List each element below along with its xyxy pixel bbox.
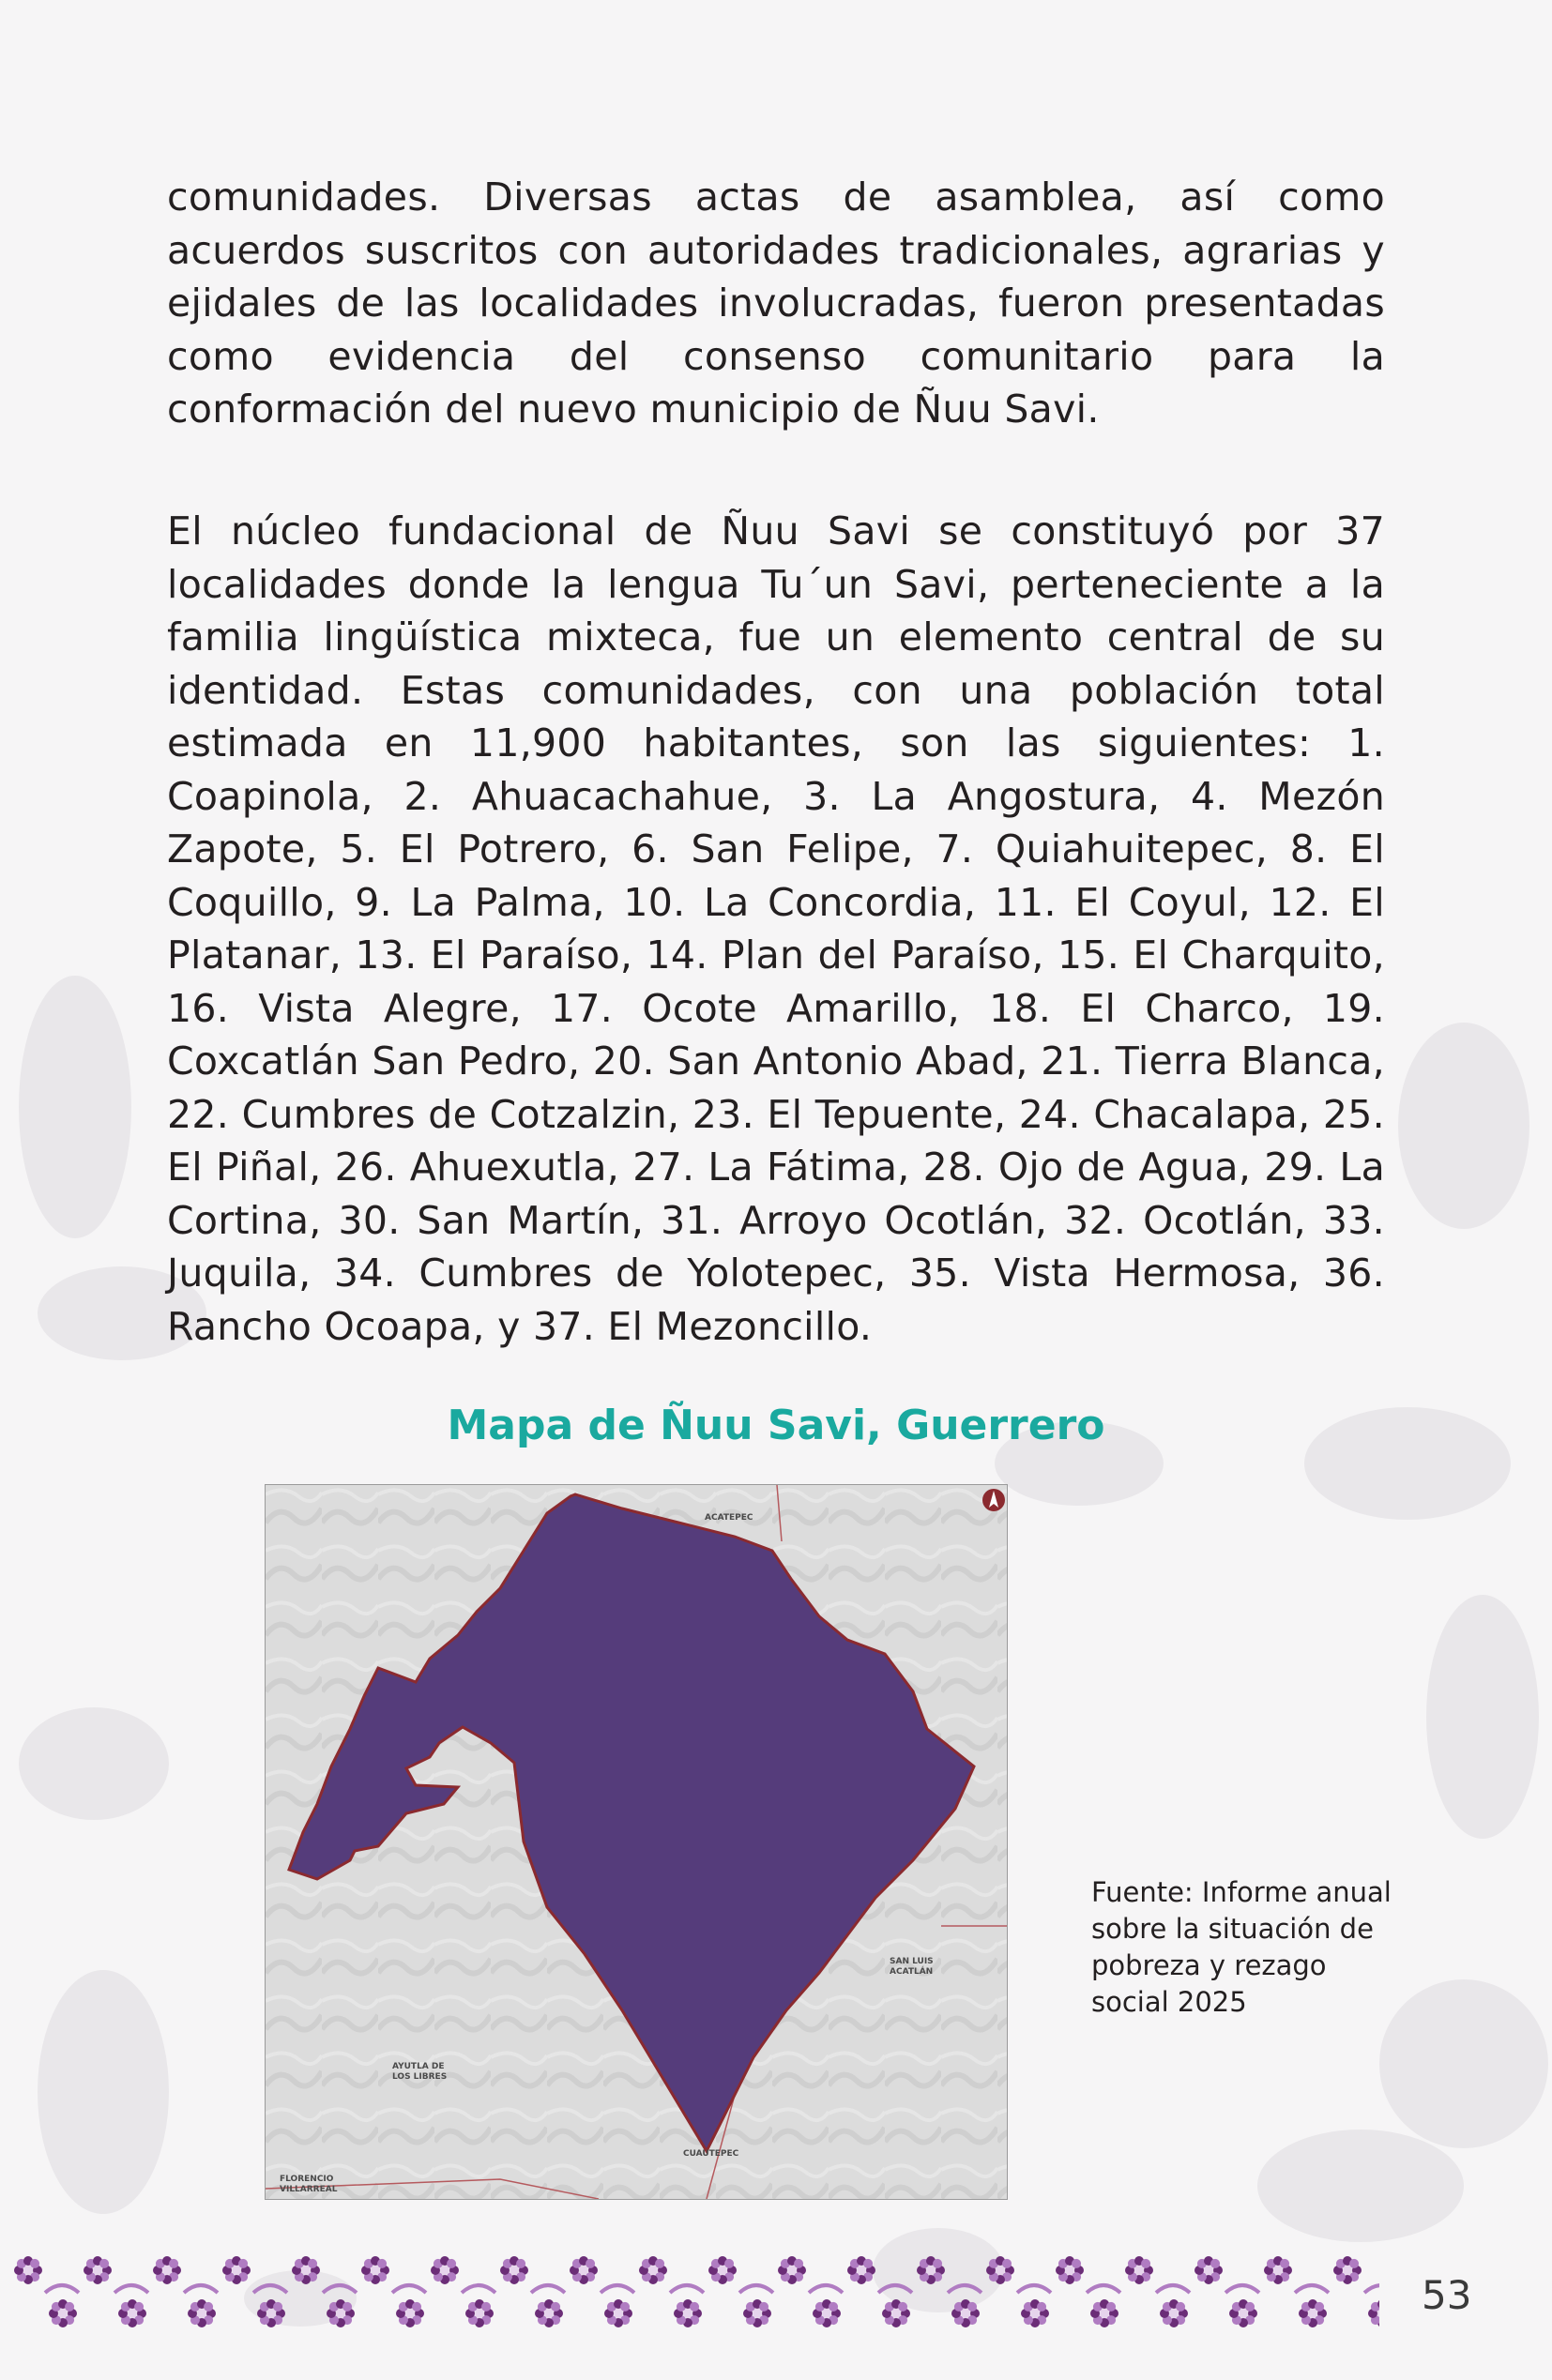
flower-motif xyxy=(1090,2299,1118,2327)
flower-motif xyxy=(431,2256,459,2284)
vine-motif xyxy=(1364,2285,1379,2293)
flower-motif xyxy=(882,2299,910,2327)
flower-motif xyxy=(1194,2256,1223,2284)
vine-motif xyxy=(114,2285,148,2293)
paragraph-2: El núcleo fundacional de Ñuu Savi se constituyó por 37 localidades donde la lengua Tu´un Savi, perteneciente a la familia lingüística mixteca, fue un elemento central de su identidad. Estas comunidades, con una población total estimada en 11,900 habitantes, son las siguientes: 1. Coapinola, 2. Ahuacachahue, 3. La Angostura, 4. Mezón Zapote, 5. El Potrero, 6. San Felipe, 7. Quiahuitepec, 8. El Coquillo, 9. La Palma, 10. La Concordia, 11. El Coyul, 12. El Platanar, 13. El Paraíso, 14. Plan del Paraíso, 15. El Charquito, 16. Vista Alegre, 17. Ocote Amarillo, 18. El Charco, 19. Coxcatlán San Pedro, 20. San Antonio Abad, 21. Tierra Blanca, 22. Cumbres de Cotzalzin, 23. El Tepuente, 24. Chacalapa, 25. El Piñal, 26. Ahuexutla, 27. La Fátima, 28. Ojo de Agua, 29. La Cortina, 30. San Martín, 31. Arroyo Ocotlán, 32. Ocotlán, 33. Juquila, 34. Cumbres de Yolotepec, 35. Vista Hermosa, 36. Rancho Ocoapa, y 37. El Mezoncillo. xyxy=(167,508,1385,1349)
flower-motif xyxy=(1125,2256,1153,2284)
flower-motif xyxy=(361,2256,389,2284)
flower-motif xyxy=(1333,2256,1362,2284)
flower-motif xyxy=(1299,2299,1327,2327)
vine-motif xyxy=(739,2285,773,2293)
label-acatepec: ACATEPEC xyxy=(705,1513,753,1523)
embroidery-border xyxy=(0,2250,1379,2336)
vine-motif xyxy=(1225,2285,1259,2293)
vine-motif xyxy=(392,2285,426,2293)
flower-motif xyxy=(292,2256,320,2284)
label-ayutla xyxy=(392,2062,447,2083)
vine-motif xyxy=(462,2285,495,2293)
vine-motif xyxy=(948,2285,981,2293)
flower-motif xyxy=(14,2256,42,2284)
vine-motif xyxy=(1017,2285,1051,2293)
flower-motif xyxy=(188,2299,216,2327)
flower-motif xyxy=(500,2256,528,2284)
flower-motif xyxy=(118,2299,146,2327)
flower-motif xyxy=(1229,2299,1257,2327)
label-florencio-line-2: VILLARREAL xyxy=(280,2185,338,2194)
vine-motif xyxy=(878,2285,912,2293)
vine-motif xyxy=(670,2285,704,2293)
vine-motif xyxy=(1156,2285,1190,2293)
vine-motif xyxy=(1087,2285,1120,2293)
flower-motif xyxy=(1264,2256,1292,2284)
label-florencio-villarreal xyxy=(280,2175,337,2195)
flower-motif xyxy=(917,2256,945,2284)
vine-motif xyxy=(253,2285,287,2293)
page-number: 53 xyxy=(1422,2272,1472,2318)
map-title: Mapa de Ñuu Savi, Guerrero xyxy=(447,1402,1105,1449)
vine-motif xyxy=(531,2285,565,2293)
vine-motif xyxy=(1295,2285,1329,2293)
flower-motif xyxy=(986,2256,1014,2284)
flower-motif xyxy=(465,2299,494,2327)
paragraph-1: comunidades. Diversas actas de asamblea, así como acuerdos suscritos con autoridades tradicionales, agrarias y ejidales de las localidades involucradas, fueron presentadas como evidencia del consenso comunitario para la conformación del nuevo municipio de Ñuu Savi. xyxy=(167,174,1385,432)
label-san-luis-line-2: ACATLÁN xyxy=(890,1967,934,1977)
label-ayutla-line-2: LOS LIBRES xyxy=(392,2072,448,2082)
vine-motif xyxy=(184,2285,218,2293)
flower-motif xyxy=(222,2256,251,2284)
flower-motif xyxy=(708,2256,737,2284)
flower-motif xyxy=(743,2299,771,2327)
flower-motif xyxy=(778,2256,806,2284)
flower-motif xyxy=(1160,2299,1188,2327)
map-source-note: Fuente: Informe anual sobre la situación de pobreza y rezago social 2025 xyxy=(1091,1876,1392,2018)
flower-motif xyxy=(1368,2299,1379,2327)
north-arrow-icon xyxy=(981,1485,1007,1519)
nuu-savi-region xyxy=(266,1485,1007,2199)
label-san-luis-line-1: SAN LUIS xyxy=(890,1957,934,1966)
flower-motif xyxy=(813,2299,841,2327)
flower-motif xyxy=(84,2256,112,2284)
flower-motif xyxy=(49,2299,77,2327)
flower-motif xyxy=(327,2299,355,2327)
vine-motif xyxy=(323,2285,357,2293)
flower-motif xyxy=(396,2299,424,2327)
flower-motif xyxy=(570,2256,598,2284)
flower-motif xyxy=(639,2256,667,2284)
label-ayutla-line-1: AYUTLA DE xyxy=(392,2062,445,2071)
flower-motif xyxy=(153,2256,181,2284)
label-florencio-line-1: FLORENCIO xyxy=(280,2175,334,2184)
flower-motif xyxy=(1021,2299,1049,2327)
vine-motif xyxy=(45,2285,79,2293)
map-figure xyxy=(265,1484,1008,2200)
flower-motif xyxy=(535,2299,563,2327)
label-san-luis-acatlan xyxy=(890,1957,934,1978)
vine-motif xyxy=(809,2285,843,2293)
label-cuautepec: CUAUTEPEC xyxy=(683,2149,739,2159)
flower-motif xyxy=(604,2299,632,2327)
flower-motif xyxy=(1056,2256,1084,2284)
vine-motif xyxy=(601,2285,634,2293)
flower-motif xyxy=(674,2299,702,2327)
flower-motif xyxy=(951,2299,980,2327)
flower-motif xyxy=(257,2299,285,2327)
flower-motif xyxy=(847,2256,875,2284)
